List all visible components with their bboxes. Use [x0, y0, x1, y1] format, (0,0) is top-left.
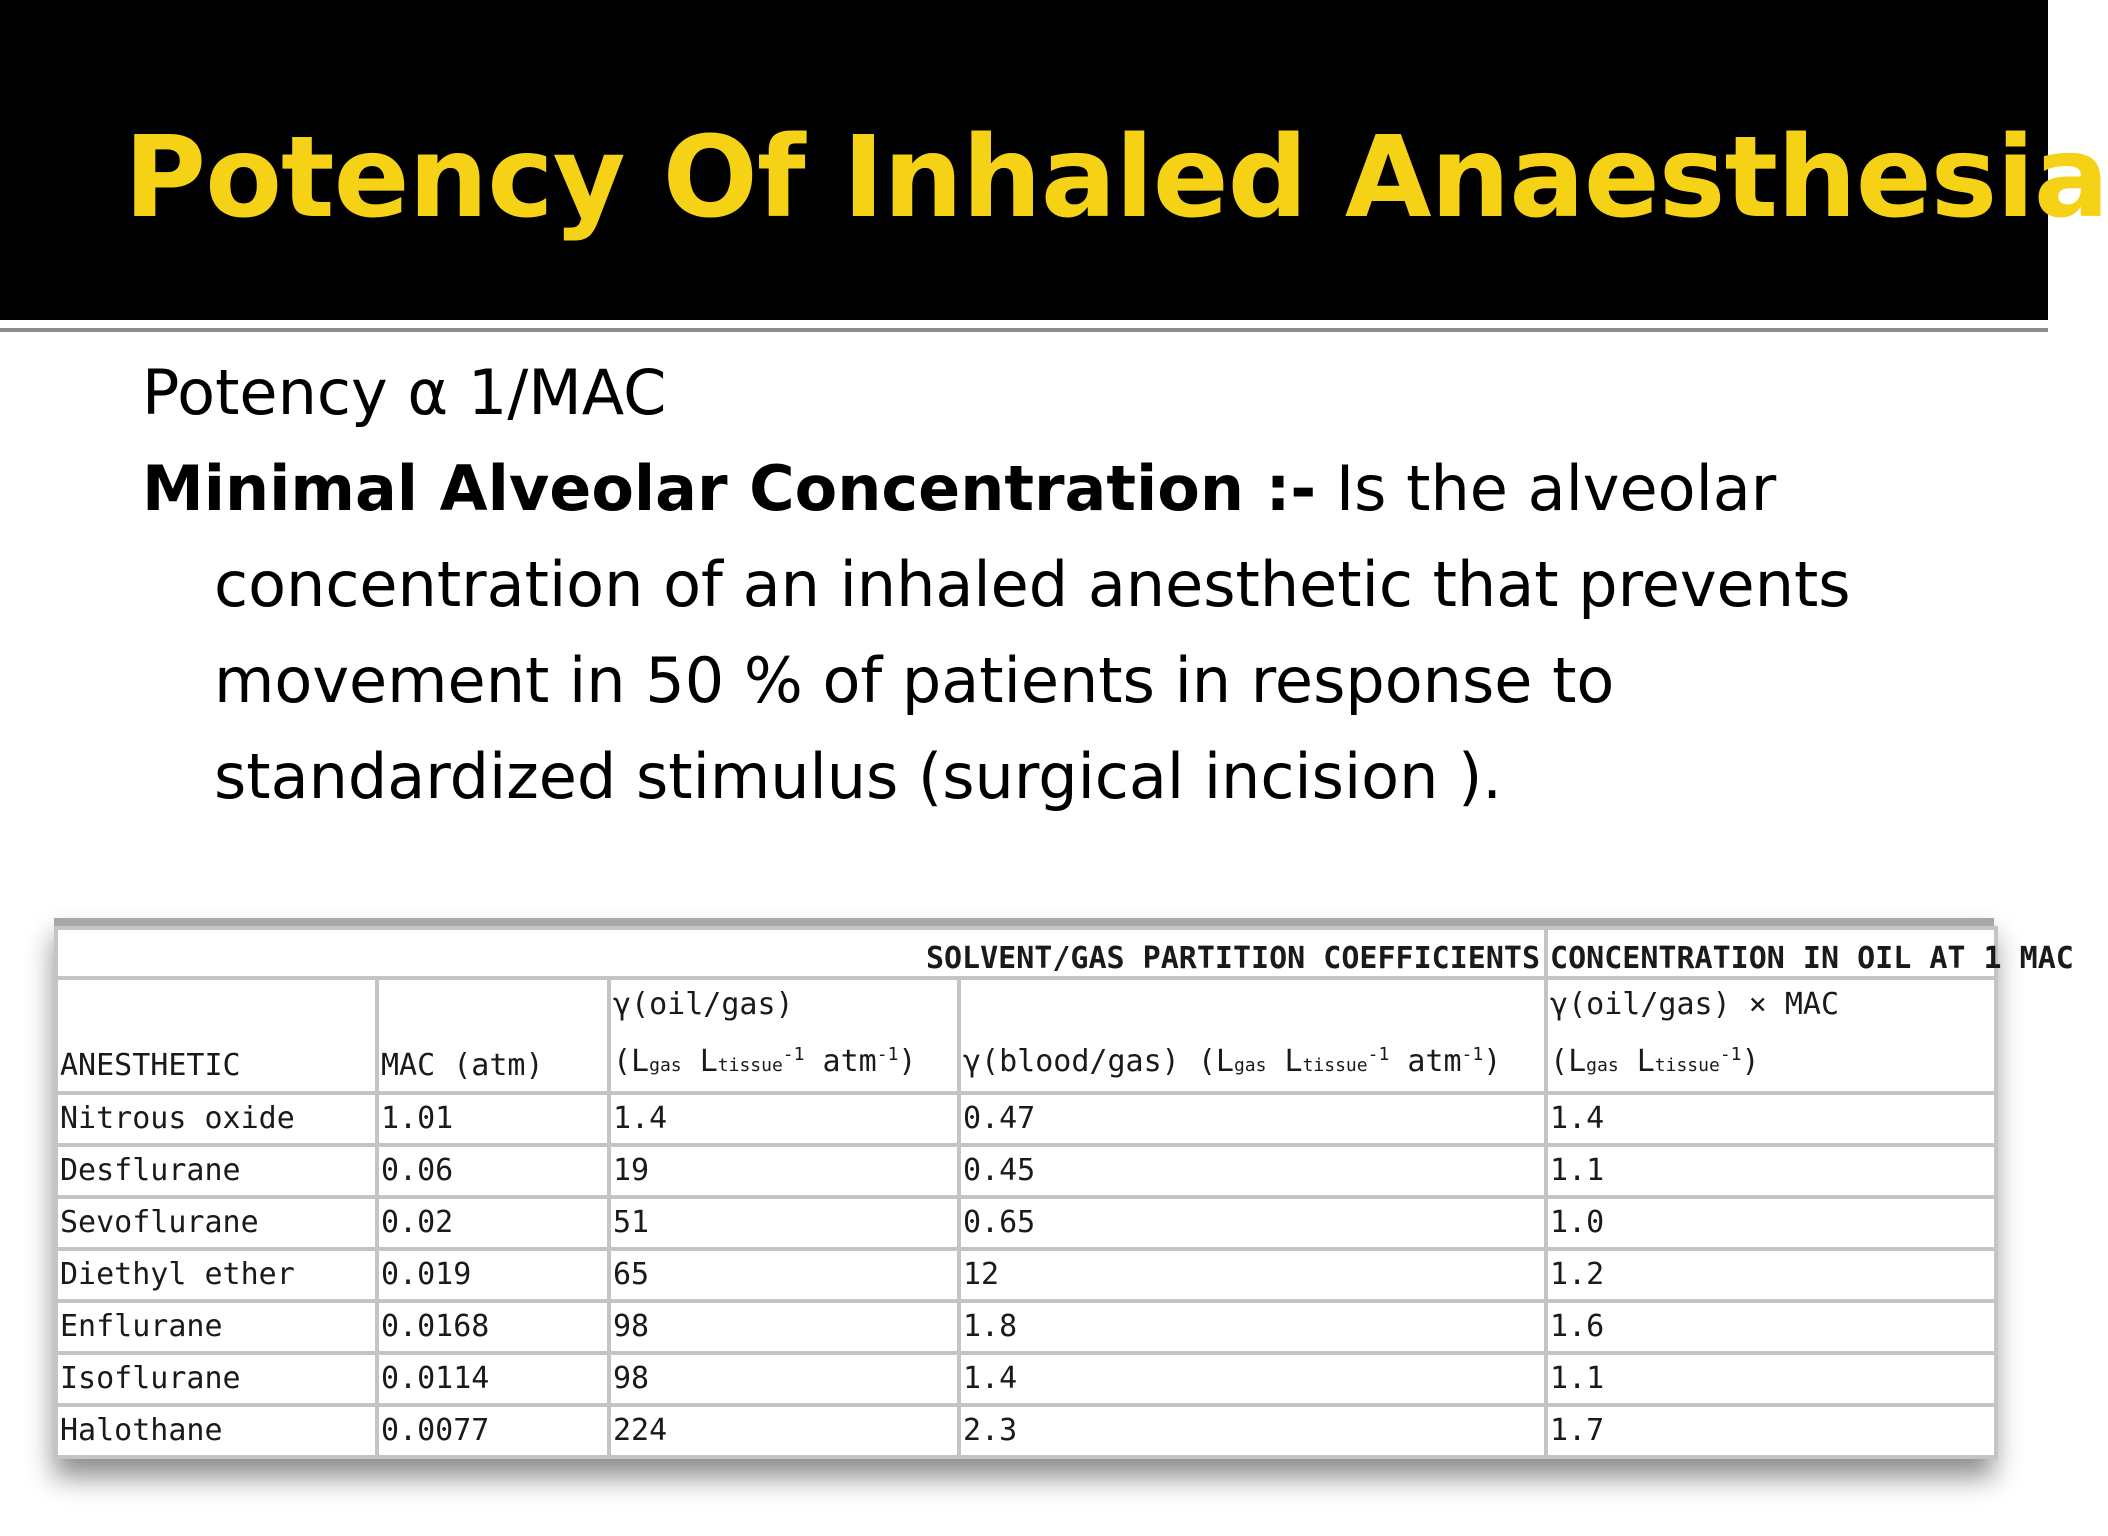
definition-text: Is the alveolar concentration of an inhaled anesthetic that prevents movement in 50 % of patients in response to standardized stimulus (surgical incision ). — [214, 452, 1851, 813]
table-row — [56, 1093, 1996, 1145]
col-header-oil-concentration-label: γ(oil/gas) × MAC — [1550, 987, 1840, 1022]
cell-oil-gas: 98 — [609, 1301, 959, 1353]
cell-oil-gas: 51 — [609, 1197, 959, 1249]
cell-oil-gas: 1.4 — [609, 1093, 959, 1145]
cell-oil-gas: 98 — [609, 1353, 959, 1405]
col-header-oil-concentration — [1546, 978, 1996, 1093]
cell-anesthetic: Nitrous oxide — [56, 1093, 377, 1145]
cell-oil-concentration: 1.1 — [1546, 1353, 1996, 1405]
slide-title: Potency Of Inhaled Anaesthesia — [124, 113, 2108, 243]
cell-oil-gas: 19 — [609, 1145, 959, 1197]
cell-blood-gas: 2.3 — [959, 1405, 1546, 1457]
cell-oil-concentration: 1.7 — [1546, 1405, 1996, 1457]
slide-body — [142, 345, 1982, 825]
cell-oil-concentration: 1.6 — [1546, 1301, 1996, 1353]
cell-blood-gas: 12 — [959, 1249, 1546, 1301]
table-row — [56, 1353, 1996, 1405]
table-row — [56, 1405, 1996, 1457]
cell-blood-gas: 1.4 — [959, 1353, 1546, 1405]
table-row — [56, 1301, 1996, 1353]
cell-mac: 0.0077 — [377, 1405, 609, 1457]
group-header-oil-concentration: CONCENTRATION IN OIL AT 1 MAC — [1546, 928, 1996, 978]
cell-oil-concentration: 1.0 — [1546, 1197, 1996, 1249]
cell-oil-gas: 65 — [609, 1249, 959, 1301]
cell-anesthetic: Desflurane — [56, 1145, 377, 1197]
table-row — [56, 1145, 1996, 1197]
cell-blood-gas: 0.45 — [959, 1145, 1546, 1197]
cell-oil-gas: 224 — [609, 1405, 959, 1457]
cell-mac: 0.019 — [377, 1249, 609, 1301]
col-header-oil-gas-label: γ(oil/gas) — [613, 987, 794, 1022]
anesthetic-table — [54, 918, 2074, 1459]
cell-anesthetic: Halothane — [56, 1405, 377, 1457]
col-header-mac: MAC (atm) — [377, 978, 609, 1093]
cell-oil-concentration: 1.1 — [1546, 1145, 1996, 1197]
cell-anesthetic: Diethyl ether — [56, 1249, 377, 1301]
title-bar — [0, 0, 2108, 320]
cell-mac: 0.02 — [377, 1197, 609, 1249]
col-header-blood-gas: γ(blood/gas) (Lgas Ltissue$^{-1}$ atm$^{-1}$) — [959, 978, 1546, 1093]
potency-line: Potency α 1/MAC — [142, 356, 667, 429]
table-row — [56, 1197, 1996, 1249]
cell-mac: 1.01 — [377, 1093, 609, 1145]
col-header-oil-gas-units: (Lgas Ltissue$^{-1}$ atm$^{-1}$) — [613, 1044, 917, 1079]
col-header-oil-gas — [609, 978, 959, 1093]
group-header-partition: SOLVENT/GAS PARTITION COEFFICIENTS — [56, 928, 1546, 978]
cell-mac: 0.06 — [377, 1145, 609, 1197]
cell-mac: 0.0114 — [377, 1353, 609, 1405]
cell-blood-gas: 0.47 — [959, 1093, 1546, 1145]
cell-anesthetic: Sevoflurane — [56, 1197, 377, 1249]
table-column-header-row — [56, 978, 1996, 1093]
cell-mac: 0.0168 — [377, 1301, 609, 1353]
cell-anesthetic: Enflurane — [56, 1301, 377, 1353]
definition-term: Minimal Alveolar Concentration :- — [142, 452, 1317, 525]
cell-blood-gas: 0.65 — [959, 1197, 1546, 1249]
cell-oil-concentration: 1.4 — [1546, 1093, 1996, 1145]
cell-oil-concentration: 1.2 — [1546, 1249, 1996, 1301]
col-header-oil-concentration-units: (Lgas Ltissue$^{-1}$) — [1550, 1044, 1760, 1079]
title-divider — [0, 328, 2048, 332]
cell-blood-gas: 1.8 — [959, 1301, 1546, 1353]
col-header-anesthetic: ANESTHETIC — [56, 978, 377, 1093]
table-row — [56, 1249, 1996, 1301]
mac-definition — [142, 441, 1982, 825]
table-group-header-row — [56, 928, 1996, 978]
col-header-blood-gas-label: γ(blood/gas) — [963, 1044, 1198, 1079]
cell-anesthetic: Isoflurane — [56, 1353, 377, 1405]
